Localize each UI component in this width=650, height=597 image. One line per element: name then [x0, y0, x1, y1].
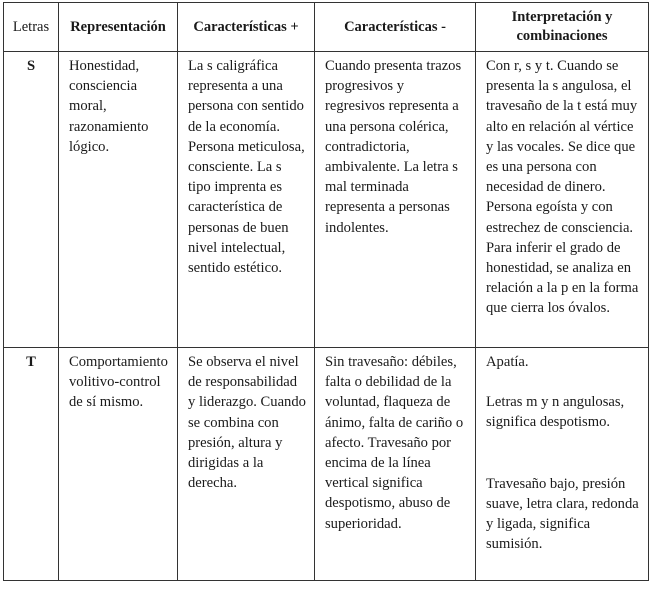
- header-positive-traits: Características +: [178, 3, 315, 52]
- interpretation-paragraph: Letras m y n angulosas, significa despotismo.: [486, 394, 625, 431]
- interpretation-cell: [476, 348, 649, 581]
- interpretation-text: Con r, s y t. Cuando se presenta la s angulosa, el travesaño de la t está muy alto en relación al vértice y las vocales. Se dice que es una persona con necesidad de dinero. Persona egoísta y con estrechez de consciencia. Para inferir el grado de honestidad, se analiza en relación a la p en la forma que cierra los óvalos.: [486, 58, 639, 317]
- header-letters: Letras: [4, 3, 59, 52]
- representation-cell: [59, 348, 178, 581]
- header-negative-traits: Características -: [315, 3, 476, 52]
- interpretation-paragraph: Apatía.: [486, 354, 529, 370]
- negative-traits-text: Sin travesaño: débiles, falta o debilidad de la voluntad, flaqueza de ánimo, falta de cariño o afecto. Travesaño por encima de la línea vertical significa despotismo, abuso de superioridad.: [325, 354, 464, 532]
- negative-traits-cell: [315, 52, 476, 348]
- table-row: [4, 348, 649, 581]
- representation-text: Honestidad, consciencia moral, razonamiento lógico.: [69, 58, 149, 155]
- row-letter: S: [26, 58, 36, 74]
- representation-cell: [59, 52, 178, 348]
- header-representation: Representación: [59, 3, 178, 52]
- row-letter-cell: [4, 348, 59, 581]
- positive-traits-cell: [178, 348, 315, 581]
- header-interpretation-line2: combinaciones: [516, 28, 608, 44]
- row-letter: T: [26, 354, 36, 370]
- header-interpretation: [476, 3, 649, 52]
- interpretation-text: [476, 348, 648, 558]
- graphology-table: [3, 2, 649, 581]
- positive-traits-text: La s caligráfica representa a una persona con sentido de la economía. Persona meticulosa, consciente. La s tipo imprenta es característica de personas de buen nivel intelectual, sentido estético.: [188, 58, 305, 277]
- table-row: [4, 52, 649, 348]
- header-row: [4, 3, 649, 52]
- negative-traits-cell: [315, 348, 476, 581]
- interpretation-paragraph: Travesaño bajo, presión suave, letra clara, redonda y ligada, significa sumisión.: [486, 475, 639, 553]
- positive-traits-cell: [178, 52, 315, 348]
- negative-traits-text: Cuando presenta trazos progresivos y regresivos representa a una persona colérica, contradictoria, ambivalente. La letra s mal terminada representa a personas indolentes.: [325, 58, 462, 236]
- representation-text: Comportamiento volitivo-control de sí mismo.: [69, 354, 168, 411]
- interpretation-cell: [476, 52, 649, 348]
- header-interpretation-line1: Interpretación y: [511, 9, 613, 25]
- positive-traits-text: Se observa el nivel de responsabilidad y liderazgo. Cuando se combina con presión, altura y dirigidas a la derecha.: [188, 354, 306, 492]
- row-letter-cell: [4, 52, 59, 348]
